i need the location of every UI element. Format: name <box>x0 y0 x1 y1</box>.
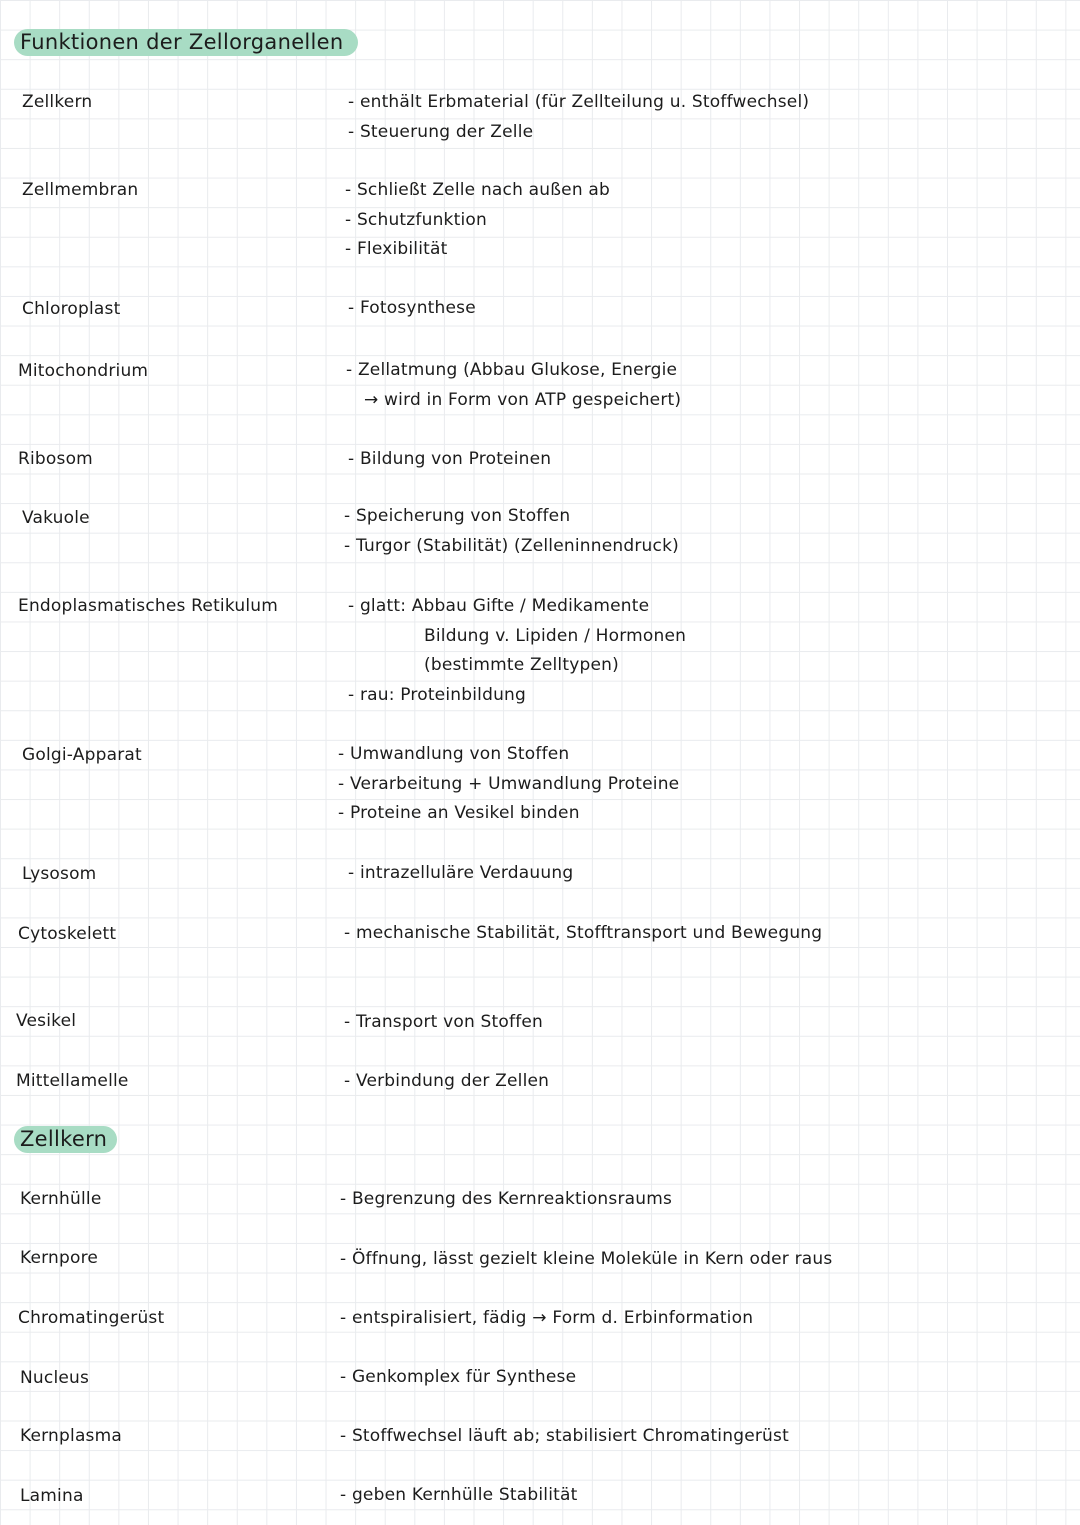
desc-mitochondrium <box>346 356 681 415</box>
term-kernpore: Kernpore <box>20 1248 99 1268</box>
desc-line: - Turgor (Stabilität) (Zelleninnendruck) <box>344 535 679 556</box>
term-chloroplast: Chloroplast <box>22 299 121 319</box>
desc-mittellamelle <box>344 1067 549 1097</box>
desc-kernplasma <box>340 1422 789 1452</box>
desc-line: - Verbindung der Zellen <box>344 1071 550 1091</box>
term-kernplasma: Kernplasma <box>20 1426 122 1446</box>
term-vakuole: Vakuole <box>22 508 90 528</box>
desc-golgi-apparat <box>338 740 679 829</box>
desc-line: → wird in Form von ATP gespeichert) <box>364 389 682 410</box>
desc-line: - Stoffwechsel läuft ab; stabilisiert Chromatingerüst <box>340 1426 789 1446</box>
desc-zellmembran <box>345 176 610 265</box>
desc-lysosom <box>348 859 573 889</box>
desc-ribosom <box>348 445 551 475</box>
desc-line: - Proteine an Vesikel binden <box>338 803 580 823</box>
desc-zellkern <box>348 88 809 147</box>
desc-line: - Schutzfunktion <box>345 209 487 230</box>
desc-lamina <box>340 1481 577 1511</box>
desc-cytoskelett <box>344 919 822 949</box>
desc-line: - Schließt Zelle nach außen ab <box>345 180 611 200</box>
desc-endoplasmatisches-retikulum <box>348 592 686 710</box>
term-ribosom: Ribosom <box>18 449 93 469</box>
section-title-functions: Funktionen der Zellorganellen <box>14 29 358 56</box>
desc-line: - intrazelluläre Verdauung <box>348 863 574 883</box>
desc-line: - enthält Erbmaterial (für Zellteilung u. Stoffwechsel) <box>348 92 810 112</box>
desc-line: - Öffnung, lässt gezielt kleine Moleküle in Kern oder raus <box>340 1249 833 1269</box>
desc-line: - Flexibilität <box>345 239 448 259</box>
desc-line: Bildung v. Lipiden / Hormonen <box>424 625 687 646</box>
desc-line: - Zellatmung (Abbau Glukose, Energie <box>346 360 678 380</box>
term-nucleus: Nucleus <box>20 1368 90 1388</box>
desc-line: - Bildung von Proteinen <box>348 449 552 469</box>
desc-kernhuelle <box>340 1185 672 1215</box>
term-endoplasmatisches-retikulum: Endoplasmatisches Retikulum <box>18 596 279 616</box>
desc-line: - Genkomplex für Synthese <box>340 1367 577 1387</box>
desc-line: - Verarbeitung + Umwandlung Proteine <box>338 773 680 794</box>
desc-line: - Umwandlung von Stoffen <box>338 744 570 764</box>
desc-line: (bestimmte Zelltypen) <box>424 655 619 675</box>
term-cytoskelett: Cytoskelett <box>18 924 117 944</box>
desc-chromatingeruest <box>340 1304 753 1334</box>
desc-line: - entspiralisiert, fädig → Form d. Erbinformation <box>340 1308 754 1328</box>
term-vesikel: Vesikel <box>16 1011 77 1031</box>
desc-line: - Fotosynthese <box>348 298 476 318</box>
desc-line: - glatt: Abbau Gifte / Medikamente <box>348 596 650 616</box>
desc-line: - Speicherung von Stoffen <box>344 506 571 526</box>
term-mittellamelle: Mittellamelle <box>16 1071 129 1091</box>
desc-vakuole <box>344 502 679 561</box>
desc-line: - mechanische Stabilität, Stofftransport und Bewegung <box>344 923 823 943</box>
term-golgi-apparat: Golgi-Apparat <box>22 745 142 765</box>
desc-nucleus <box>340 1363 576 1393</box>
term-lamina: Lamina <box>20 1486 84 1506</box>
term-lysosom: Lysosom <box>22 864 97 884</box>
term-mitochondrium: Mitochondrium <box>18 361 149 381</box>
desc-line: - Steuerung der Zelle <box>348 121 534 142</box>
term-kernhuelle: Kernhülle <box>20 1189 102 1209</box>
desc-line: - geben Kernhülle Stabilität <box>340 1485 578 1505</box>
section-title-zellkern: Zellkern <box>14 1126 117 1153</box>
desc-line: - Transport von Stoffen <box>344 1012 544 1032</box>
term-zellmembran: Zellmembran <box>22 180 139 200</box>
desc-line: - rau: Proteinbildung <box>348 684 527 705</box>
desc-kernpore <box>340 1245 832 1275</box>
desc-line: - Begrenzung des Kernreaktionsraums <box>340 1189 673 1209</box>
desc-vesikel <box>344 1008 543 1038</box>
term-zellkern: Zellkern <box>22 92 93 112</box>
term-chromatingeruest: Chromatingerüst <box>18 1308 165 1328</box>
desc-chloroplast <box>348 294 476 324</box>
